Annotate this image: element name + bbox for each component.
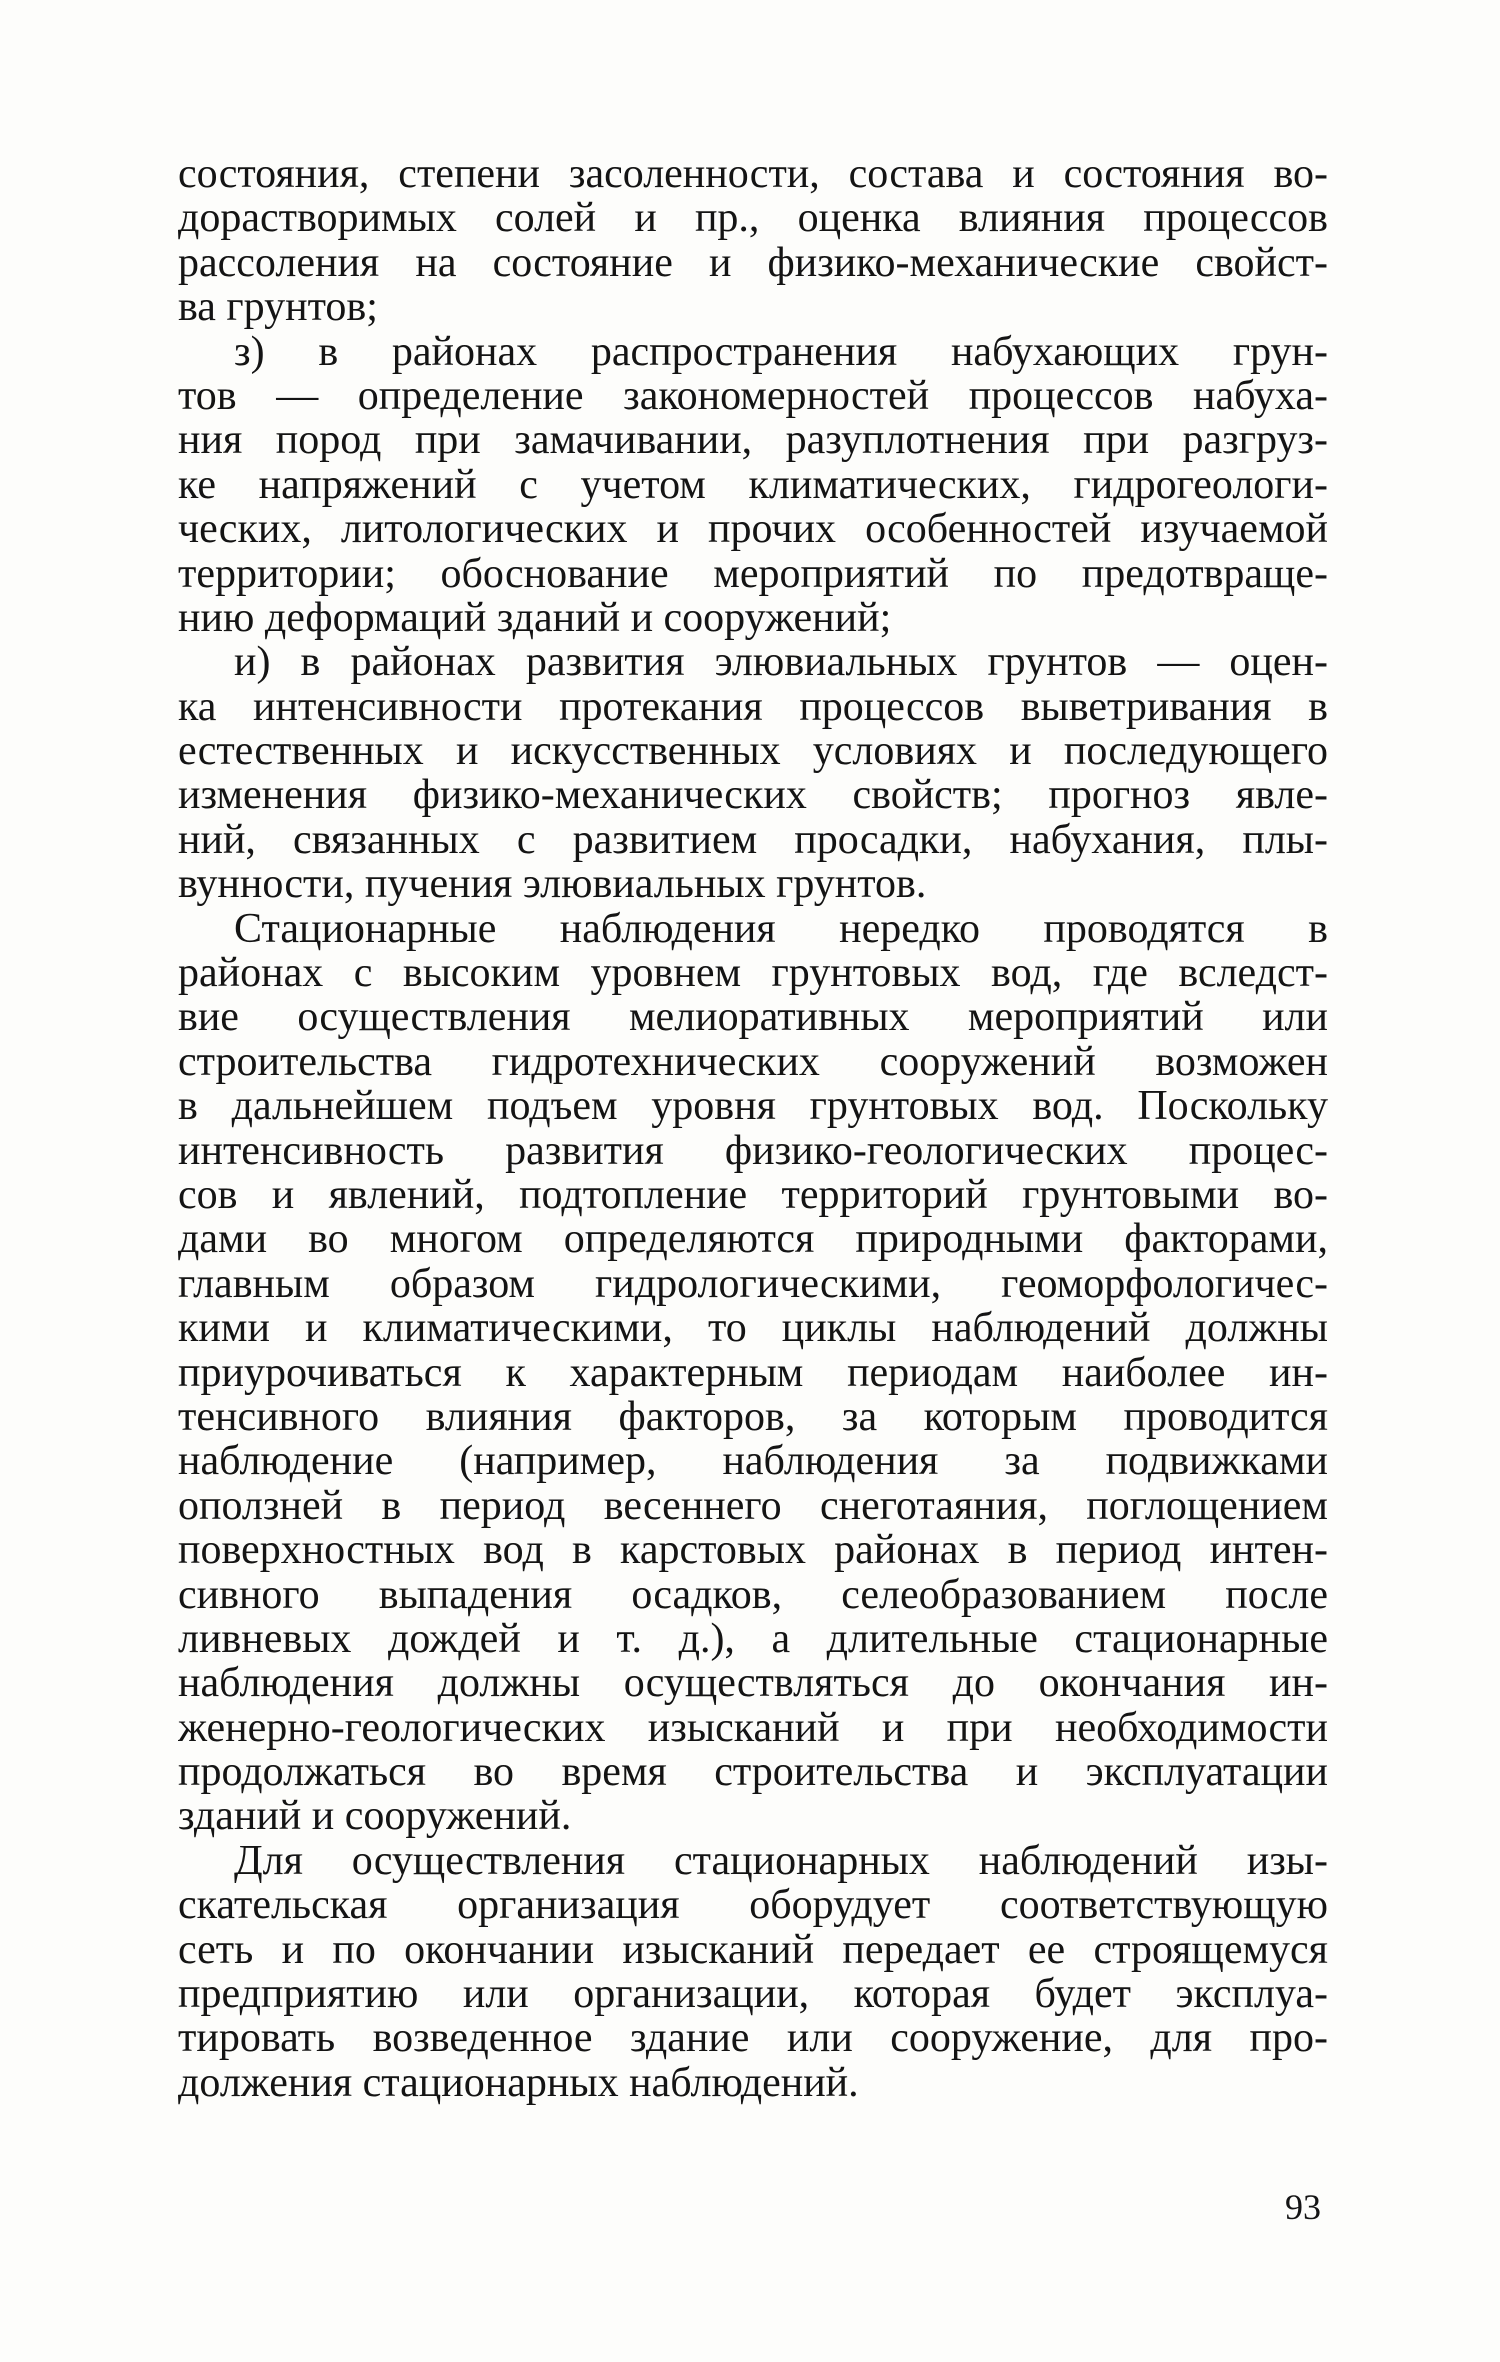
text-line: вие осуществления мелиоративных мероприятий или	[178, 995, 1328, 1040]
text-line: строительства гидротехнических сооружений возможен	[178, 1039, 1328, 1085]
paragraph-2	[178, 330, 1328, 641]
text-line: сивного выпадения осадков, селеобразованием после	[178, 1572, 1328, 1617]
text-line: естественных и искусственных условиях и последующего	[178, 729, 1328, 774]
text-line: наблюдения должны осуществляться до окончания ин-	[178, 1661, 1328, 1706]
text-line: ке напряжений с учетом климатических, гидрогеологи-	[178, 462, 1328, 508]
text-line: приурочиваться к характерным периодам наиболее ин-	[178, 1350, 1328, 1395]
text-line: Для осуществления стационарных наблюдений изы-	[234, 1838, 1328, 1884]
text-line: Стационарные наблюдения нередко проводятся в	[234, 906, 1328, 952]
paragraph-4	[178, 907, 1328, 1839]
text-line: сов и явлений, подтопление территорий грунтовыми во-	[178, 1172, 1328, 1218]
text-line: предприятию или организации, которая будет эксплуа-	[178, 1972, 1328, 2017]
page-number: 93	[1285, 2187, 1321, 2227]
text-line: нию деформаций зданий и сооружений;	[178, 595, 892, 641]
text-line: женерно-геологических изысканий и при необходимости	[178, 1705, 1328, 1751]
text-line: ливневых дождей и т. д.), а длительные стационарные	[178, 1616, 1328, 1662]
text-line: ва грунтов;	[178, 285, 378, 330]
text-line: ний, связанных с развитием просадки, набухания, плы-	[178, 817, 1328, 863]
text-line: тов — определение закономерностей процессов набуха-	[178, 373, 1328, 419]
paragraph-5	[178, 1839, 1328, 2105]
text-line: зданий и сооружений.	[178, 1794, 572, 1839]
text-line: ния пород при замачивании, разуплотнения при разгруз-	[178, 418, 1328, 463]
body-text	[178, 152, 1328, 2105]
text-line: дорастворимых солей и пр., оценка влияния процессов	[178, 196, 1328, 241]
text-line: состояния, степени засоленности, состава и состояния во-	[178, 152, 1328, 197]
text-line: в дальнейшем подъем уровня грунтовых вод. Поскольку	[178, 1084, 1328, 1129]
text-line: скательская организация оборудует соответствующую	[178, 1883, 1328, 1928]
text-line: тировать возведенное здание или сооружение, для про-	[178, 2016, 1328, 2061]
text-line: поверхностных вод в карстовых районах в период интен-	[178, 1528, 1328, 1573]
text-line: з) в районах распространения набухающих грун-	[234, 329, 1328, 374]
text-line: и) в районах развития элювиальных грунтов — оцен-	[234, 640, 1328, 685]
text-line: оползней в период весеннего снеготаяния, поглощением	[178, 1483, 1328, 1529]
text-line: интенсивность развития физико-геологических процес-	[178, 1128, 1328, 1173]
text-line: территории; обоснование мероприятий по предотвраще-	[178, 551, 1328, 596]
text-line: кими и климатическими, то циклы наблюдений должны	[178, 1306, 1328, 1351]
text-line: главным образом гидрологическими, геоморфологичес-	[178, 1261, 1328, 1307]
text-line: районах с высоким уровнем грунтовых вод, где вследст-	[178, 951, 1328, 996]
text-line: ка интенсивности протекания процессов выветривания в	[178, 684, 1328, 730]
text-line: рассоления на состояние и физико-механические свойст-	[178, 240, 1328, 286]
text-line: изменения физико-механических свойств; прогноз явле-	[178, 773, 1328, 818]
paragraph-3	[178, 640, 1328, 906]
paragraph-1	[178, 152, 1328, 330]
text-line: должения стационарных наблюдений.	[178, 2060, 859, 2106]
text-line: тенсивного влияния факторов, за которым проводится	[178, 1394, 1328, 1440]
text-line: сеть и по окончании изысканий передает ее строящемуся	[178, 1927, 1328, 1973]
text-line: ческих, литологических и прочих особенностей изучаемой	[178, 507, 1328, 552]
text-line: дами во многом определяются природными факторами,	[178, 1217, 1328, 1262]
text-line: наблюдение (например, наблюдения за подвижками	[178, 1439, 1328, 1484]
text-line: вунности, пучения элювиальных грунтов.	[178, 862, 927, 907]
text-line: продолжаться во время строительства и эксплуатации	[178, 1750, 1328, 1795]
